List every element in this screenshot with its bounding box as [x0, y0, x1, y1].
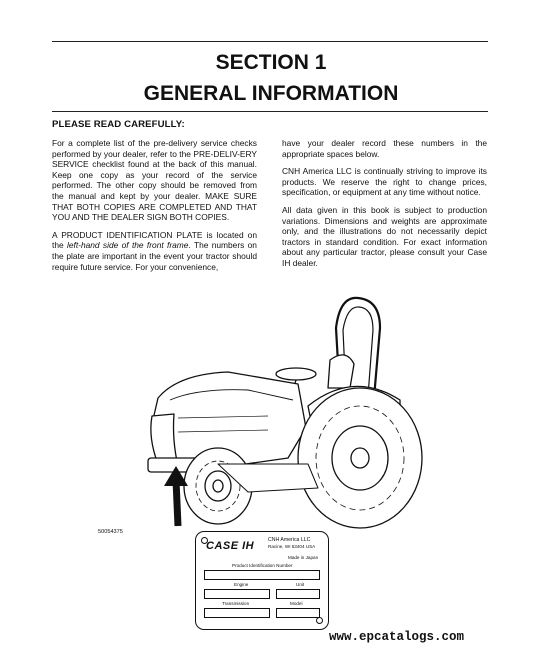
engine-label: Engine [234, 582, 249, 587]
data-variation-paragraph: All data given in this book is subject to production variations. Dimensions and weights are approximate only, and the illustrations do not necessarily depict tractors in standard condition. For exact information about any particular tractor, please consult your Case IH dealer. [282, 204, 487, 268]
plate-maker: CNH America LLC [268, 537, 311, 543]
engine-field [204, 589, 270, 599]
transmission-label: Transmission [222, 601, 250, 606]
section-heading: PLEASE READ CAREFULLY: [52, 119, 185, 130]
record-paragraph: have your dealer record these numbers in the appropriate spaces below. [282, 138, 487, 159]
improvement-paragraph: CNH America LLC is continually striving to improve its products. We reserve the right to change prices, specification, or equipment at any time without notice. [282, 166, 487, 198]
title-rule [52, 111, 488, 112]
model-field [276, 608, 320, 618]
top-rule [52, 41, 488, 42]
product-id-field [204, 570, 320, 580]
screw-icon [316, 617, 323, 624]
left-column [52, 138, 257, 272]
plate-made-in: Made in Japan [288, 555, 319, 560]
identification-plate [195, 531, 329, 630]
predelivery-paragraph: For a complete list of the pre-delivery service checks performed by your dealer, refer to the PRE-DELIV-ERY SERVICE checklist found at the back of this manual. Keep one copy as your record of the service performed. The other copy should be removed from the manual and kept by your dealer. MAKE SURE THAT BOTH COPIES ARE COMPLETED AND THAT YOU AND THE DEALER SIGN BOTH COPIES. [52, 138, 257, 223]
arrow-icon [164, 466, 188, 526]
case-ih-logo: CASE IH [206, 540, 255, 552]
transmission-field [204, 608, 270, 618]
plate-address: Racine, WI 53404 USA [268, 544, 316, 549]
model-label: Model [290, 601, 303, 606]
plate-location-emphasis: left-hand side of the front frame [66, 240, 189, 251]
unit-label: Unit [296, 582, 305, 587]
figure-part-number: 50054375 [98, 529, 123, 535]
product-id-label: Product Identification Number [232, 563, 293, 568]
plate-text-2: . The numbers on the plate are important in the event your tractor should require future service. For your convenience, [52, 240, 257, 272]
plate-paragraph [52, 230, 257, 272]
plate-text-1: A PRODUCT IDENTIFICATION PLATE is located on the [52, 229, 257, 251]
unit-field [276, 589, 320, 599]
watermark-link[interactable]: www.epcatalogs.com [329, 630, 465, 644]
right-column [282, 138, 487, 269]
section-number: SECTION 1 [215, 51, 327, 74]
page-title: GENERAL INFORMATION [143, 82, 399, 105]
